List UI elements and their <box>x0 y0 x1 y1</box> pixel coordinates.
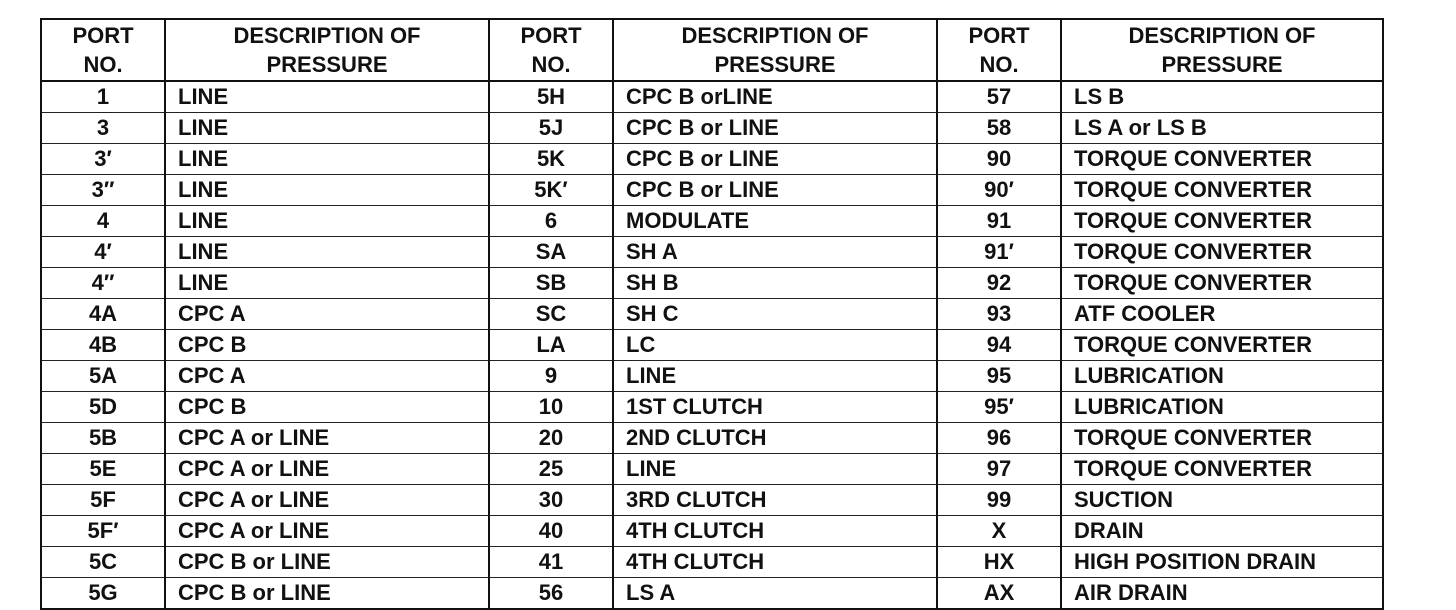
port-number-cell: SC <box>489 299 613 330</box>
port-number-cell: 5A <box>41 361 165 392</box>
port-no-header: PORT NO. <box>489 19 613 81</box>
port-number-cell: 5G <box>41 578 165 610</box>
pressure-description-cell: LINE <box>165 206 489 237</box>
description-header: DESCRIPTION OF PRESSURE <box>613 19 937 81</box>
table-row <box>41 175 1383 206</box>
pressure-description-cell: AIR DRAIN <box>1061 578 1383 610</box>
port-number-cell: 5K <box>489 144 613 175</box>
pressure-description-cell: LUBRICATION <box>1061 361 1383 392</box>
pressure-description-cell: LINE <box>165 268 489 299</box>
port-number-cell: 57 <box>937 81 1061 113</box>
table-row <box>41 206 1383 237</box>
port-number-cell: 40 <box>489 516 613 547</box>
table-body <box>41 81 1383 609</box>
port-number-cell: 5F <box>41 485 165 516</box>
pressure-description-cell: LC <box>613 330 937 361</box>
pressure-description-cell: CPC B or LINE <box>613 175 937 206</box>
port-number-cell: 5E <box>41 454 165 485</box>
port-number-cell: 92 <box>937 268 1061 299</box>
port-table-wrapper <box>40 18 1382 610</box>
pressure-description-cell: CPC A or LINE <box>165 454 489 485</box>
pressure-description-cell: CPC B <box>165 330 489 361</box>
pressure-description-cell: SH C <box>613 299 937 330</box>
port-number-cell: 99 <box>937 485 1061 516</box>
pressure-description-cell: TORQUE CONVERTER <box>1061 454 1383 485</box>
port-number-cell: 4 <box>41 206 165 237</box>
table-row <box>41 237 1383 268</box>
table-row <box>41 516 1383 547</box>
pressure-description-cell: TORQUE CONVERTER <box>1061 268 1383 299</box>
pressure-description-cell: LINE <box>165 113 489 144</box>
description-header: DESCRIPTION OF PRESSURE <box>165 19 489 81</box>
pressure-description-cell: HIGH POSITION DRAIN <box>1061 547 1383 578</box>
pressure-description-cell: LINE <box>165 144 489 175</box>
port-number-cell: 4A <box>41 299 165 330</box>
pressure-description-cell: 4TH CLUTCH <box>613 516 937 547</box>
pressure-description-cell: CPC B or LINE <box>613 113 937 144</box>
pressure-description-cell: TORQUE CONVERTER <box>1061 423 1383 454</box>
port-number-cell: 10 <box>489 392 613 423</box>
pressure-description-cell: SH A <box>613 237 937 268</box>
port-number-cell: AX <box>937 578 1061 610</box>
table-row <box>41 485 1383 516</box>
pressure-description-cell: LUBRICATION <box>1061 392 1383 423</box>
table-row <box>41 423 1383 454</box>
description-header: DESCRIPTION OF PRESSURE <box>1061 19 1383 81</box>
port-number-cell: 90 <box>937 144 1061 175</box>
pressure-description-cell: 2ND CLUTCH <box>613 423 937 454</box>
pressure-description-cell: 1ST CLUTCH <box>613 392 937 423</box>
pressure-description-cell: LS B <box>1061 81 1383 113</box>
pressure-description-cell: 4TH CLUTCH <box>613 547 937 578</box>
table-row <box>41 392 1383 423</box>
pressure-description-cell: TORQUE CONVERTER <box>1061 206 1383 237</box>
pressure-description-cell: CPC A <box>165 299 489 330</box>
port-number-cell: 58 <box>937 113 1061 144</box>
pressure-description-cell: CPC A <box>165 361 489 392</box>
table-row <box>41 113 1383 144</box>
port-number-cell: 91 <box>937 206 1061 237</box>
port-number-cell: 5F′ <box>41 516 165 547</box>
table-row <box>41 547 1383 578</box>
table-row <box>41 299 1383 330</box>
table-row <box>41 330 1383 361</box>
pressure-description-cell: TORQUE CONVERTER <box>1061 237 1383 268</box>
port-number-cell: 1 <box>41 81 165 113</box>
pressure-description-cell: LINE <box>613 454 937 485</box>
port-number-cell: 3′ <box>41 144 165 175</box>
port-number-cell: 56 <box>489 578 613 610</box>
port-number-cell: 5B <box>41 423 165 454</box>
port-number-cell: 4″ <box>41 268 165 299</box>
port-number-cell: 3″ <box>41 175 165 206</box>
table-row <box>41 361 1383 392</box>
table-row <box>41 578 1383 610</box>
port-number-cell: 4B <box>41 330 165 361</box>
table-row <box>41 81 1383 113</box>
pressure-description-cell: TORQUE CONVERTER <box>1061 175 1383 206</box>
port-number-cell: SA <box>489 237 613 268</box>
port-number-cell: LA <box>489 330 613 361</box>
pressure-description-cell: CPC B orLINE <box>613 81 937 113</box>
pressure-description-cell: CPC A or LINE <box>165 485 489 516</box>
port-no-header: PORT NO. <box>41 19 165 81</box>
port-number-cell: 4′ <box>41 237 165 268</box>
table-row <box>41 454 1383 485</box>
pressure-description-cell: LS A <box>613 578 937 610</box>
pressure-description-cell: CPC B <box>165 392 489 423</box>
port-number-cell: 94 <box>937 330 1061 361</box>
port-number-cell: 91′ <box>937 237 1061 268</box>
port-number-cell: 3 <box>41 113 165 144</box>
port-number-cell: 5K′ <box>489 175 613 206</box>
pressure-description-cell: CPC A or LINE <box>165 423 489 454</box>
port-number-cell: 96 <box>937 423 1061 454</box>
port-number-cell: 93 <box>937 299 1061 330</box>
port-number-cell: SB <box>489 268 613 299</box>
port-number-cell: 25 <box>489 454 613 485</box>
port-number-cell: 41 <box>489 547 613 578</box>
pressure-description-cell: DRAIN <box>1061 516 1383 547</box>
port-number-cell: 97 <box>937 454 1061 485</box>
port-number-cell: 90′ <box>937 175 1061 206</box>
pressure-description-cell: CPC B or LINE <box>165 578 489 610</box>
pressure-description-cell: ATF COOLER <box>1061 299 1383 330</box>
port-number-cell: 5D <box>41 392 165 423</box>
port-number-cell: HX <box>937 547 1061 578</box>
port-number-cell: 95 <box>937 361 1061 392</box>
table-header-row <box>41 19 1383 81</box>
pressure-description-cell: CPC B or LINE <box>165 547 489 578</box>
pressure-description-cell: LINE <box>165 237 489 268</box>
pressure-description-cell: TORQUE CONVERTER <box>1061 144 1383 175</box>
port-number-cell: X <box>937 516 1061 547</box>
port-number-cell: 5H <box>489 81 613 113</box>
port-number-cell: 30 <box>489 485 613 516</box>
port-pressure-table <box>40 18 1384 610</box>
port-number-cell: 95′ <box>937 392 1061 423</box>
port-number-cell: 20 <box>489 423 613 454</box>
port-number-cell: 5C <box>41 547 165 578</box>
table-row <box>41 144 1383 175</box>
pressure-description-cell: LINE <box>613 361 937 392</box>
pressure-description-cell: CPC B or LINE <box>613 144 937 175</box>
pressure-description-cell: SUCTION <box>1061 485 1383 516</box>
port-no-header: PORT NO. <box>937 19 1061 81</box>
port-number-cell: 9 <box>489 361 613 392</box>
pressure-description-cell: LINE <box>165 175 489 206</box>
pressure-description-cell: LINE <box>165 81 489 113</box>
pressure-description-cell: LS A or LS B <box>1061 113 1383 144</box>
pressure-description-cell: CPC A or LINE <box>165 516 489 547</box>
pressure-description-cell: MODULATE <box>613 206 937 237</box>
table-row <box>41 268 1383 299</box>
pressure-description-cell: 3RD CLUTCH <box>613 485 937 516</box>
port-number-cell: 6 <box>489 206 613 237</box>
pressure-description-cell: TORQUE CONVERTER <box>1061 330 1383 361</box>
port-number-cell: 5J <box>489 113 613 144</box>
pressure-description-cell: SH B <box>613 268 937 299</box>
